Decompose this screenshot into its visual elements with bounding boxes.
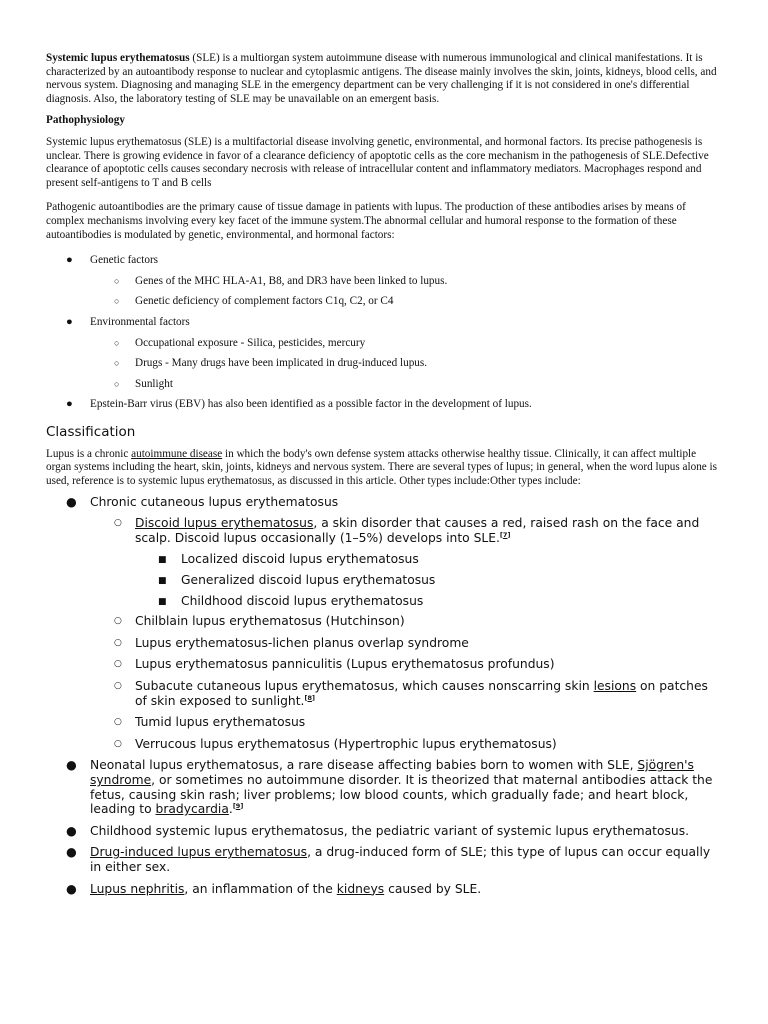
list-item-text: Localized discoid lupus erythematosus (181, 552, 419, 567)
list-item-text: Childhood systemic lupus erythematosus, the pediatric variant of systemic lupus erythematosus. (90, 823, 690, 838)
bullet-square-icon: ■ (158, 555, 167, 566)
bullet-disc-icon: ● (66, 494, 77, 509)
intro-term: Systemic lupus erythematosus (46, 52, 190, 64)
list-item (46, 337, 718, 351)
intro-paragraph (46, 52, 718, 106)
bullet-disc-icon: ● (66, 315, 73, 328)
bullet-circle-icon: ○ (114, 681, 122, 691)
list-item (46, 378, 718, 392)
list-item (46, 679, 718, 708)
list-item (46, 357, 718, 371)
list-item (46, 552, 718, 567)
list-item-text: , or sometimes no autoimmune disorder. It is theorized that maternal antibodies attack the fetus, causing skin rash; liver problems; low blood counts, which gradually fade; and heart block, leading to (90, 772, 713, 817)
bullet-disc-icon: ● (66, 881, 77, 896)
list-item-text: on patches of skin exposed to sunlight. (135, 679, 708, 708)
pathophysiology-paragraph-2: Pathogenic autoantibodies are the primary cause of tissue damage in patients with lupus. The production of these antibodies arises by means of complex mechanisms involving every key facet of the immune system.The abnormal cellular and humoral response to the formation of these autoantibodies is modulated by genetic, environmental, and hormonal factors: (46, 201, 686, 241)
document-page (46, 52, 718, 903)
bullet-square-icon: ■ (158, 576, 167, 587)
list-item-text: Environmental factors (90, 315, 190, 328)
list-item-text: caused by SLE. (384, 881, 482, 896)
classification-list (46, 495, 718, 896)
list-item (46, 594, 718, 609)
list-item-text: Epstein-Barr virus (EBV) has also been identified as a possible factor in the development of lupus. (90, 398, 532, 411)
list-item-text: Lupus erythematosus panniculitis (Lupus erythematosus profundus) (135, 657, 555, 672)
factors-list (46, 254, 718, 412)
list-item (46, 316, 718, 330)
bullet-disc-icon: ● (66, 823, 77, 838)
bullet-circle-icon: ○ (114, 296, 120, 307)
list-item-text: Tumid lupus erythematosus (135, 715, 306, 730)
list-item-text: Chilblain lupus erythematosus (Hutchinson) (135, 614, 405, 629)
text-span: Lupus is a chronic (46, 447, 132, 460)
autoimmune-disease-link[interactable]: autoimmune disease (131, 447, 223, 460)
intro-text: (SLE) is a multiorgan system autoimmune disease with numerous immunological and clinical manifestations. It is characterized by an autoantibody response to nuclear and cytoplasmic antigens. The disease mainly involves the skin, joints, kidneys, blood cells, and nervous system. Diagnosing and managing SLE in the emergency department can be very challenging if it is not considered in one's differential diagnosis. Also, the laboratory testing of SLE may be unavailable on an emergent basis. (46, 52, 717, 105)
list-item-text: Genetic deficiency of complement factors C1q, C2, or C4 (135, 295, 394, 308)
list-item-text: Generalized discoid lupus erythematosus (181, 573, 436, 588)
bradycardia-link[interactable]: bradycardia (155, 802, 229, 817)
bullet-disc-icon: ● (66, 845, 77, 860)
list-item (46, 516, 718, 545)
classification-heading: Classification (46, 423, 136, 440)
list-item (46, 845, 718, 874)
bullet-circle-icon: ○ (114, 358, 120, 369)
kidneys-link[interactable]: kidneys (336, 881, 385, 896)
bullet-circle-icon: ○ (114, 738, 122, 749)
list-item (46, 824, 718, 839)
bullet-circle-icon: ○ (114, 717, 122, 728)
list-item-text: Genetic factors (90, 254, 159, 267)
list-item (46, 614, 718, 629)
bullet-circle-icon: ○ (114, 275, 120, 286)
bullet-circle-icon: ○ (114, 518, 122, 529)
list-item-text: Sunlight (135, 377, 173, 390)
list-item-text: , a drug-induced form of SLE; this type of lupus can occur equally in either sex. (90, 845, 711, 874)
list-item-text: Occupational exposure - Silica, pesticides, mercury (135, 336, 366, 349)
list-item (46, 715, 718, 730)
list-item-text: Subacute cutaneous lupus erythematosus, which causes nonscarring skin (135, 679, 594, 693)
pathophysiology-paragraph-1: Systemic lupus erythematosus (SLE) is a multifactorial disease involving genetic, environmental, and hormonal factors. Its precise pathogenesis is unclear. There is growing evidence in favor of a clearance deficiency of apoptotic cells as the core mechanism in the pathogenesis of SLE.Defective clearance of apoptotic cells causes secondary necrosis with release of intracellular content and inflammatory mediators. Macrophages respond and present self-antigens to T and B cells (46, 135, 709, 189)
list-item (46, 758, 718, 816)
bullet-disc-icon: ● (66, 398, 73, 411)
list-item-text: Verrucous lupus erythematosus (Hypertrophic lupus erythematosus) (135, 736, 557, 751)
bullet-circle-icon: ○ (114, 337, 120, 348)
list-item-text: , a skin disorder that causes a red, raised rash on the face and scalp. Discoid lupus occasionally (1–5%) develops into SLE. (135, 516, 700, 545)
classification-paragraph (46, 448, 718, 489)
list-item (46, 882, 718, 897)
bullet-disc-icon: ● (66, 254, 73, 267)
citation-ref[interactable]: [9] (232, 802, 244, 811)
bullet-square-icon: ■ (158, 596, 167, 607)
list-item-text: Chronic cutaneous lupus erythematosus (90, 494, 339, 509)
list-item-text: Lupus erythematosus-lichen planus overlap syndrome (135, 635, 469, 650)
bullet-disc-icon: ● (66, 758, 77, 773)
pathophysiology-heading: Pathophysiology (46, 114, 125, 127)
pathophysiology-section (46, 52, 718, 412)
bullet-circle-icon: ○ (114, 616, 122, 627)
list-item (46, 573, 718, 588)
list-item (46, 295, 718, 309)
citation-ref[interactable]: [7] (499, 530, 511, 539)
list-item-text: , an inflammation of the (184, 881, 337, 896)
list-item (46, 737, 718, 752)
list-item (46, 275, 718, 289)
discoid-lupus-link[interactable]: Discoid lupus erythematosus (135, 516, 314, 531)
list-item (46, 254, 718, 268)
drug-induced-lupus-link[interactable]: Drug-induced lupus erythematosus (90, 845, 308, 860)
list-item (46, 398, 718, 412)
list-item (46, 495, 718, 510)
bullet-circle-icon: ○ (114, 637, 122, 648)
lesions-link[interactable]: lesions (593, 679, 637, 693)
list-item-text: Drugs - Many drugs have been implicated in drug-induced lupus. (135, 357, 428, 370)
list-item-text: Neonatal lupus erythematosus, a rare disease affecting babies born to women with SLE, (90, 758, 638, 773)
list-item-text: . (228, 802, 233, 817)
bullet-circle-icon: ○ (114, 659, 122, 670)
list-item-text: Childhood discoid lupus erythematosus (181, 593, 424, 608)
lupus-nephritis-link[interactable]: Lupus nephritis (90, 881, 185, 896)
text-span: in which the body's own defense system attacks otherwise healthy tissue. Clinically, it can affect multiple organ systems including the heart, skin, joints, kidneys and nervous system. There are several types of lupus; in general, when the word lupus alone is used, reference is to systemic lupus erythematosus, as discussed in this article. Other types include:Other types include: (46, 447, 718, 488)
list-item (46, 636, 718, 651)
bullet-circle-icon: ○ (114, 378, 120, 389)
citation-ref[interactable]: [8] (304, 693, 315, 702)
sjogrens-syndrome-link[interactable]: Sjögren's syndrome (90, 758, 694, 787)
list-item-text: Genes of the MHC HLA-A1, B8, and DR3 have been linked to lupus. (135, 274, 448, 287)
list-item (46, 657, 718, 672)
